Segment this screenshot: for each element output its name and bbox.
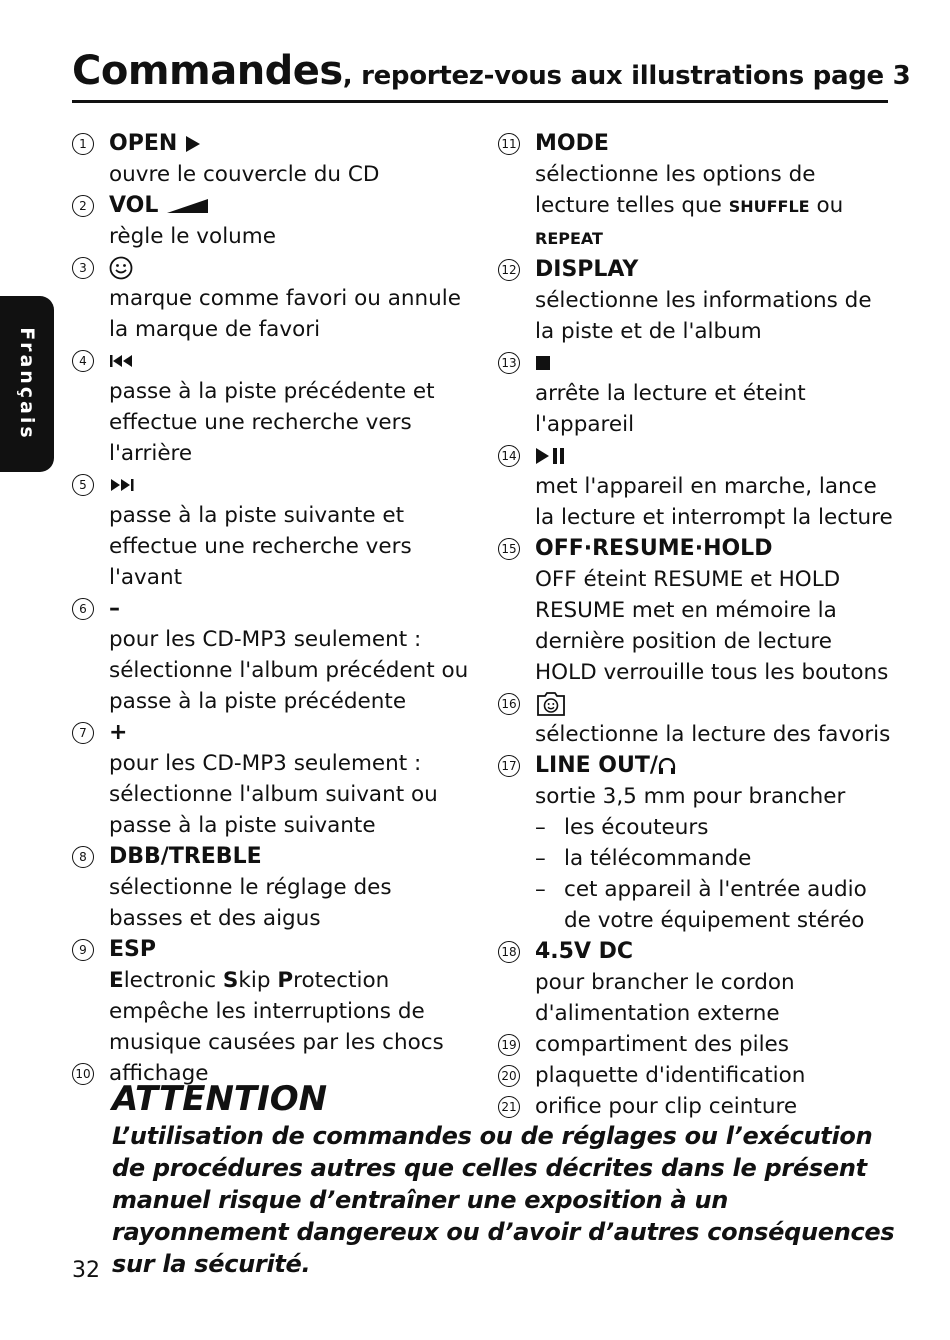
- stop-square-icon: [535, 355, 551, 371]
- item-description: met l'appareil en marche, lance la lecture et interrompt la lecture: [535, 474, 893, 530]
- item-number: 9: [72, 939, 94, 961]
- minus-label: –: [109, 596, 120, 621]
- control-item: [498, 440, 893, 533]
- item-number: 6: [72, 598, 94, 620]
- page-title: Commandes: [72, 48, 343, 94]
- dc-input-label: 4.5V DC: [535, 939, 634, 964]
- favorite-playback-icon: [535, 691, 567, 717]
- control-item: [498, 347, 893, 440]
- item-number: 17: [498, 755, 520, 777]
- control-item: [498, 128, 893, 254]
- dbb-treble-label: DBB/TREBLE: [109, 844, 262, 869]
- control-item: [498, 936, 893, 1029]
- open-label: OPEN: [109, 131, 178, 156]
- off-resume-hold-label: OFF·RESUME·HOLD: [535, 536, 773, 561]
- control-item: [498, 750, 893, 936]
- control-item: [72, 190, 472, 252]
- display-label: DISPLAY: [535, 257, 639, 282]
- item-description: passe à la piste précédente et effectue une recherche vers l'arrière: [109, 379, 435, 466]
- item-label: [535, 750, 893, 781]
- language-tab-label: Français: [16, 327, 38, 441]
- item-label: [109, 252, 472, 283]
- item-number: 1: [72, 133, 94, 155]
- shuffle-term: SHUFFLE: [728, 197, 810, 216]
- attention-title: ATTENTION: [112, 1079, 328, 1119]
- controls-right-column: [498, 128, 893, 1122]
- vol-label: VOL: [109, 193, 159, 218]
- item-number: 11: [498, 133, 520, 155]
- item-description: ouvre le couvercle du CD: [109, 162, 380, 187]
- list-item: – la télécommande: [535, 843, 893, 874]
- smiley-icon: [109, 256, 133, 280]
- line-out-label: LINE OUT/: [535, 753, 658, 778]
- next-track-icon: [109, 478, 135, 492]
- item-number: 10: [72, 1063, 94, 1085]
- item-number: 18: [498, 941, 520, 963]
- control-item: [72, 717, 472, 841]
- play-pause-icon: [535, 447, 567, 465]
- item-number: 4: [72, 350, 94, 372]
- item-description: orifice pour clip ceinture: [535, 1094, 798, 1119]
- item-description: arrête la lecture et éteint l'appareil: [535, 381, 806, 437]
- item-description: marque comme favori ou annule la marque de favori: [109, 286, 461, 342]
- item-number: 3: [72, 257, 94, 279]
- item-number: 14: [498, 445, 520, 467]
- item-label: [109, 469, 472, 500]
- item-label: [109, 190, 472, 221]
- repeat-term: REPEAT: [535, 229, 603, 248]
- control-item: [72, 841, 472, 934]
- off-description: OFF éteint RESUME et HOLD: [535, 567, 841, 592]
- item-description: compartiment des piles: [535, 1032, 789, 1057]
- volume-ramp-icon: [166, 198, 210, 214]
- control-item: [498, 533, 893, 688]
- headphones-icon: [658, 756, 676, 776]
- control-item: [498, 1029, 893, 1060]
- controls-left-column: [72, 128, 472, 1089]
- mode-label: MODE: [535, 131, 609, 156]
- control-item: [72, 345, 472, 469]
- item-number: 8: [72, 846, 94, 868]
- page-number: 32: [72, 1258, 100, 1283]
- hold-description: HOLD verrouille tous les boutons: [535, 660, 889, 685]
- item-label: [535, 347, 893, 378]
- play-triangle-icon: [185, 135, 201, 153]
- control-item: [498, 688, 893, 750]
- item-description: pour les CD-MP3 seulement : sélectionne l'album suivant ou passe à la piste suivante: [109, 751, 438, 838]
- item-description: sélectionne les informations de la piste et de l'album: [535, 288, 872, 344]
- item-number: 5: [72, 474, 94, 496]
- item-description: plaquette d'identification: [535, 1063, 806, 1088]
- item-description: sélectionne les options de lecture telles que SHUFFLE ou REPEAT: [535, 162, 844, 248]
- item-number: 16: [498, 693, 520, 715]
- plus-label: +: [109, 720, 128, 745]
- list-item: – les écouteurs: [535, 812, 893, 843]
- item-number: 20: [498, 1065, 520, 1087]
- dash-bullet: –: [535, 877, 546, 902]
- item-description: pour les CD-MP3 seulement : sélectionne l'album précédent ou passe à la piste précédente: [109, 627, 469, 714]
- esp-label: ESP: [109, 937, 156, 962]
- item-description: sortie 3,5 mm pour brancher: [535, 784, 846, 809]
- item-description: sélectionne le réglage des basses et des aigus: [109, 875, 392, 931]
- attention-text: L’utilisation de commandes ou de réglages ou l’exécution de procédures autres que celles décrites dans le présent manuel risque d’entraîner une exposition à un rayonnement dangereux ou d’avoir d’autres conséquences sur la sécurité.: [112, 1122, 895, 1278]
- dash-bullet: –: [535, 846, 546, 871]
- control-item: [72, 252, 472, 345]
- item-description: empêche les interruptions de musique causées par les chocs: [109, 999, 444, 1055]
- control-item: [72, 593, 472, 717]
- item-description: passe à la piste suivante et effectue une recherche vers l'avant: [109, 503, 412, 590]
- page-header: [72, 48, 911, 103]
- control-item: [498, 254, 893, 347]
- attention-box: [112, 1078, 902, 1280]
- item-label: [109, 128, 472, 159]
- item-description: pour brancher le cordon d'alimentation externe: [535, 970, 795, 1026]
- control-item: [72, 128, 472, 190]
- previous-track-icon: [109, 354, 135, 368]
- language-tab: [0, 296, 54, 472]
- control-item: [72, 469, 472, 593]
- page-subtitle: , reportez-vous aux illustrations page 3: [342, 61, 911, 91]
- item-description: affichage: [109, 1061, 209, 1086]
- item-number: 19: [498, 1034, 520, 1056]
- control-item: [72, 934, 472, 1058]
- item-number: 2: [72, 195, 94, 217]
- esp-expansion: Electronic Skip Protection: [109, 968, 390, 993]
- item-label: [535, 688, 893, 719]
- item-number: 13: [498, 352, 520, 374]
- list-item: – cet appareil à l'entrée audio de votre équipement stéréo: [535, 874, 893, 936]
- item-label: [535, 440, 893, 471]
- item-number: 15: [498, 538, 520, 560]
- item-label: [109, 345, 472, 376]
- item-number: 12: [498, 259, 520, 281]
- item-number: 21: [498, 1096, 520, 1118]
- item-number: 7: [72, 722, 94, 744]
- dash-bullet: –: [535, 815, 546, 840]
- item-description: règle le volume: [109, 224, 276, 249]
- item-description: sélectionne la lecture des favoris: [535, 722, 891, 747]
- resume-description: RESUME met en mémoire la dernière position de lecture: [535, 598, 837, 654]
